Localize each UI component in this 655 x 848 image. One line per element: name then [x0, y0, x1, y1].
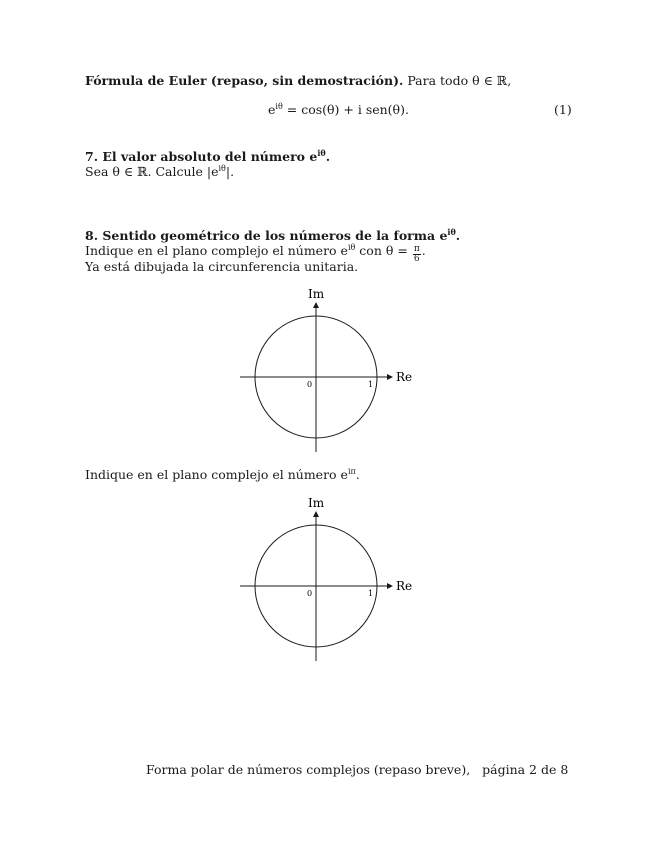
formula-rhs: = cos(θ) + i sen(θ). [282, 102, 409, 117]
im-axis-label: Im [308, 287, 325, 301]
complex-plane-1 [230, 280, 430, 455]
section-7-task: Sea θ ∈ ℝ. Calcule $|e^{i\theta}|$. [85, 164, 235, 179]
footer-title: Forma polar de números complejos (repaso breve), [146, 762, 471, 777]
section-8-task-2: Indique en el plano complejo el número $e^{i\pi}$. [85, 467, 360, 482]
formula-exponent: iθ [275, 102, 283, 111]
formula-base: e [268, 102, 276, 117]
section-8-task-1: Indique en el plano complejo el número $e^{i\theta}$ con θ = $\frac{\pi}{6}$ . [85, 243, 426, 264]
im-axis-label: Im [308, 496, 325, 510]
fraction-pi-over-6: $\frac{\pi}{6}$ [413, 244, 420, 264]
re-axis-label: Re [396, 579, 413, 593]
origin-label: 0 [307, 589, 313, 598]
section-8-heading: 8. Sentido geométrico de los números de la forma $e^{i\theta}$. [85, 227, 461, 243]
euler-intro: Para todo θ ∈ ℝ, [407, 73, 512, 88]
section-8-unit-circle-note: Ya está dibujada la circunferencia unitaria. [85, 259, 359, 274]
euler-formula [268, 102, 409, 117]
one-label: 1 [368, 589, 374, 598]
footer-page-number: página 2 de 8 [482, 762, 569, 777]
origin-label: 0 [307, 380, 313, 389]
euler-heading: Fórmula de Euler (repaso, sin demostración). [85, 73, 404, 88]
complex-plane-2 [230, 489, 430, 664]
re-axis-label: Re [396, 370, 413, 384]
equation-number: (1) [554, 102, 572, 117]
section-7-heading: 7. El valor absoluto del número $e^{i\theta}$. [85, 148, 331, 164]
euler-intro-line [85, 73, 511, 88]
page-footer [146, 762, 568, 777]
one-label: 1 [368, 380, 374, 389]
